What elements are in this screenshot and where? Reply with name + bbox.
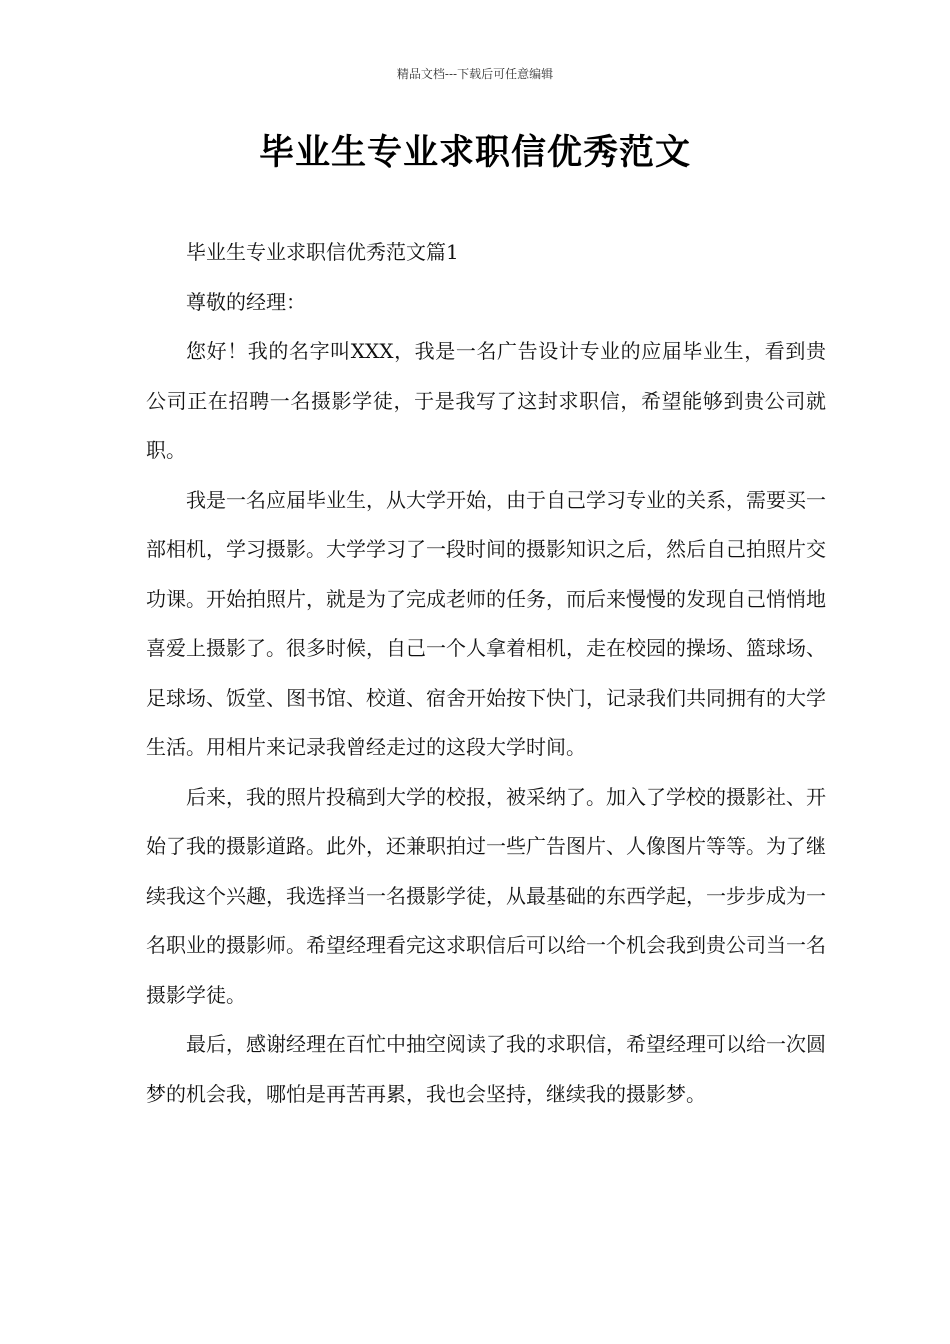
body-paragraph: 后来，我的照片投稿到大学的校报，被采纳了。加入了学校的摄影社、开始了我的摄影道路。此外，还兼职拍过一些广告图片、人像图片等等。为了继续我这个兴趣，我选择当一名摄影学徒，从最基础的东西学起，一步步成为一名职业的摄影师。希望经理看完这求职信后可以给一个机会我到贵公司当一名摄影学徒。 <box>146 784 826 1007</box>
page-header-note: 精品文档---下载后可任意编辑 <box>396 67 554 81</box>
salutation: 尊敬的经理： <box>186 289 306 314</box>
body-paragraph: 您好！我的名字叫XXX，我是一名广告设计专业的应届毕业生，看到贵公司正在招聘一名摄影学徒，于是我写了这封求职信，希望能够到贵公司就职。 <box>146 339 826 462</box>
section-heading: 毕业生专业求职信优秀范文篇1 <box>186 240 459 264</box>
body-paragraph: 我是一名应届毕业生，从大学开始，由于自己学习专业的关系，需要买一部相机，学习摄影。大学学习了一段时间的摄影知识之后，然后自己拍照片交功课。开始拍照片，就是为了完成老师的任务，而后来慢慢的发现自己悄悄地喜爱上摄影了。很多时候，自己一个人拿着相机，走在校园的操场、篮球场、足球场、饭堂、图书馆、校道、宿舍开始按下快门，记录我们共同拥有的大学生活。用相片来记录我曾经走过的这段大学时间。 <box>146 487 826 759</box>
document-body <box>146 228 826 1119</box>
document-title: 毕业生专业求职信优秀范文 <box>258 133 691 173</box>
closing-paragraph: 最后，感谢经理在百忙中抽空阅读了我的求职信，希望经理可以给一次圆梦的机会我，哪怕是再苦再累，我也会坚持，继续我的摄影梦。 <box>146 1032 826 1106</box>
